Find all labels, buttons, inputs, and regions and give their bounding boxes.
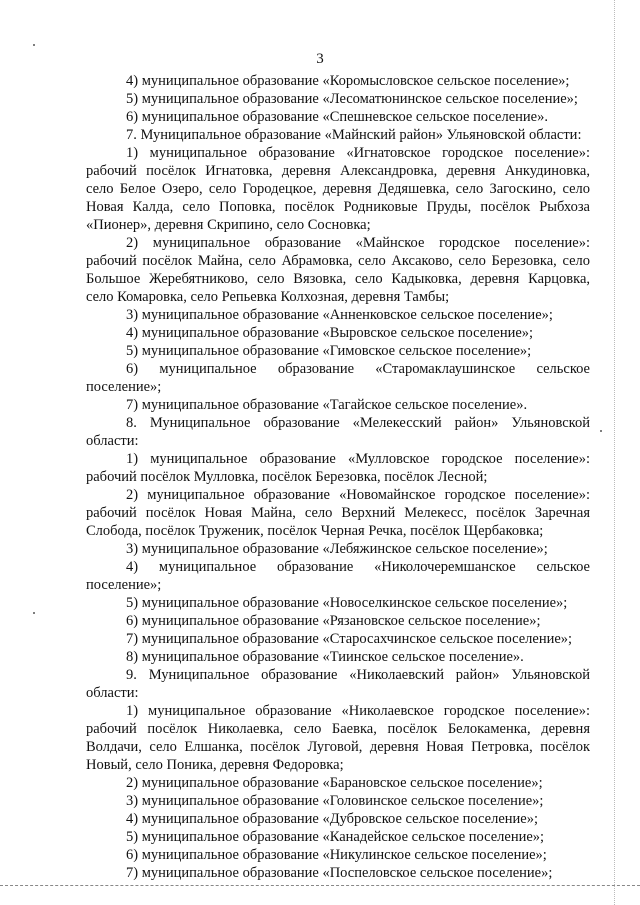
text-line: поселение»;: [86, 577, 162, 593]
text-line: 8) муниципальное образование «Тиинское сельское поселение».: [126, 649, 524, 665]
scan-speck: [33, 612, 35, 614]
text-line: рабочий посёлок Новая Майна, село Верхний Мелекесс, посёлок Заречная: [86, 505, 590, 521]
text-line: 2) муниципальное образование «Новомайнское городское поселение»:: [126, 487, 590, 503]
text-line: 7. Муниципальное образование «Майнский район» Ульяновской области:: [126, 127, 582, 143]
text-line: 2) муниципальное образование «Майнское городское поселение»:: [126, 235, 590, 251]
text-line: Волдачи, село Елшанка, посёлок Луговой, деревня Новая Петровка, посёлок: [86, 739, 590, 755]
page-number: 3: [316, 51, 324, 67]
text-line: 1) муниципальное образование «Мулловское городское поселение»:: [126, 451, 590, 467]
text-line: 2) муниципальное образование «Барановское сельское поселение»;: [126, 775, 543, 791]
text-line: области:: [86, 433, 139, 449]
document-body: [86, 72, 590, 882]
text-line: 3) муниципальное образование «Головинское сельское поселение»;: [126, 793, 544, 809]
text-line: село Комаровка, село Репьевка Колхозная, деревня Тамбы;: [86, 289, 450, 305]
text-line: 6) муниципальное образование «Спешневское сельское поселение».: [126, 109, 548, 125]
text-line: 6) муниципальное образование «Никулинское сельское поселение»;: [126, 847, 547, 863]
text-line: село Белое Озеро, село Городецкое, деревня Дедяшевка, село Загоскино, село: [86, 181, 590, 197]
text-line: 7) муниципальное образование «Поспеловское сельское поселение»;: [126, 865, 553, 881]
text-line: 3) муниципальное образование «Анненковское сельское поселение»;: [126, 307, 553, 323]
text-line: 4) муниципальное образование «Николочеремшанское сельское: [126, 559, 590, 575]
text-line: 9. Муниципальное образование «Николаевский район» Ульяновской: [126, 667, 590, 683]
text-line: 8. Муниципальное образование «Мелекесский район» Ульяновской: [126, 415, 590, 431]
text-line: рабочий посёлок Майна, село Абрамовка, село Аксаково, село Березовка, село: [86, 253, 590, 269]
text-line: 6) муниципальное образование «Старомаклаушинское сельское: [126, 361, 590, 377]
scan-speck: [33, 44, 35, 46]
text-line: 1) муниципальное образование «Игнатовское городское поселение»:: [126, 145, 590, 161]
scan-page-edge: [614, 0, 615, 905]
text-line: «Пионер», деревня Скрипино, село Сосновка;: [86, 217, 371, 233]
text-line: 5) муниципальное образование «Канадейское сельское поселение»;: [126, 829, 545, 845]
text-line: Большое Жеребятниково, село Вязовка, село Кадыковка, деревня Карцовка,: [86, 271, 590, 287]
text-line: Слобода, посёлок Труженик, посёлок Черная Речка, посёлок Щербаковка;: [86, 523, 544, 539]
text-line: 6) муниципальное образование «Рязановское сельское поселение»;: [126, 613, 541, 629]
text-line: 5) муниципальное образование «Новоселкинское сельское поселение»;: [126, 595, 568, 611]
text-line: 7) муниципальное образование «Тагайское сельское поселение».: [126, 397, 528, 413]
text-line: поселение»;: [86, 379, 162, 395]
text-line: рабочий посёлок Николаевка, село Баевка, посёлок Белокаменка, деревня: [86, 721, 590, 737]
text-line: 4) муниципальное образование «Выровское сельское поселение»;: [126, 325, 534, 341]
text-line: 5) муниципальное образование «Лесоматюнинское сельское поселение»;: [126, 91, 578, 107]
text-line: 4) муниципальное образование «Коромысловское сельское поселение»;: [126, 73, 570, 89]
text-line: области:: [86, 685, 139, 701]
text-line: 1) муниципальное образование «Николаевское городское поселение»:: [126, 703, 590, 719]
text-line: 4) муниципальное образование «Дубровское сельское поселение»;: [126, 811, 538, 827]
text-line: рабочий посёлок Игнатовка, деревня Александровка, деревня Анкудиновка,: [86, 163, 590, 179]
text-line: рабочий посёлок Мулловка, посёлок Березовка, посёлок Лесной;: [86, 469, 488, 485]
text-line: 3) муниципальное образование «Лебяжинское сельское поселение»;: [126, 541, 548, 557]
text-line: 5) муниципальное образование «Гимовское сельское поселение»;: [126, 343, 532, 359]
scan-speck: [600, 430, 602, 432]
text-line: 7) муниципальное образование «Старосахчинское сельское поселение»;: [126, 631, 573, 647]
scan-bottom-edge: [0, 885, 640, 886]
text-line: Новый, село Поника, деревня Федоровка;: [86, 757, 344, 773]
text-line: Новая Калда, село Поповка, посёлок Родниковые Пруды, посёлок Рыбхоза: [86, 199, 590, 215]
